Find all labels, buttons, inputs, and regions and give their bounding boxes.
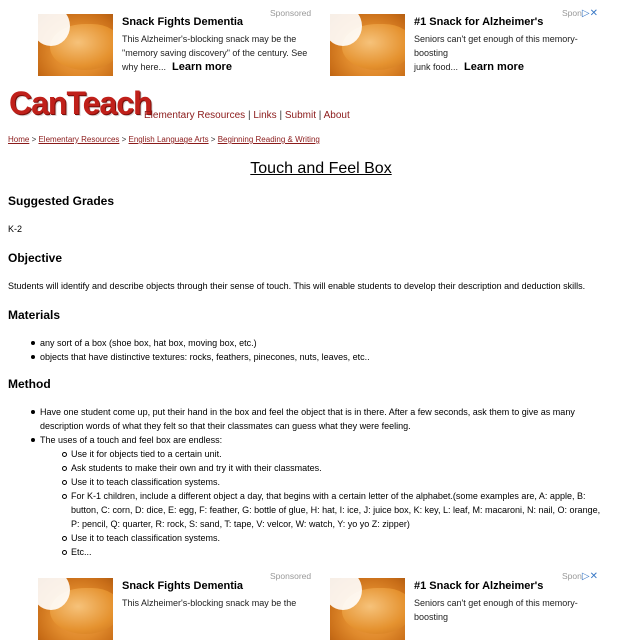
- materials-list: [40, 336, 370, 364]
- adchoices[interactable]: [562, 8, 598, 19]
- objective-heading: Objective: [8, 251, 63, 265]
- ad-body-line: This Alzheimer's-blocking snack may be the: [122, 598, 297, 608]
- page-title: Touch and Feel Box: [250, 160, 392, 177]
- ad-image[interactable]: [330, 578, 405, 640]
- method-list: [40, 405, 620, 447]
- adchoices-icon[interactable]: ▷: [581, 8, 590, 19]
- list-item-text: button, C: corn, D: dice, E: egg, F: feather, G: bottle of glue, H: hat, I: ice, J: juice box, K: key, L: leaf, M: macaroni, N: nail, O: orange,: [71, 505, 601, 515]
- list-item: objects that have distinctive textures: rocks, feathers, pinecones, nuts, leaves, etc..: [40, 352, 370, 362]
- nav-separator: |: [318, 110, 322, 121]
- learn-more-link[interactable]: Learn more: [464, 61, 524, 73]
- ad-body: [414, 32, 610, 74]
- ad-top-right[interactable]: [330, 14, 610, 80]
- ad-headline[interactable]: Snack Fights Dementia: [122, 580, 244, 592]
- breadcrumb-elementary-resources[interactable]: Elementary Resources: [38, 135, 120, 144]
- breadcrumb-beginning-reading-writing[interactable]: Beginning Reading & Writing: [217, 135, 320, 144]
- sponsored-label: Sponsored: [270, 8, 312, 18]
- nav-links[interactable]: Links: [253, 110, 277, 121]
- ad-headline[interactable]: #1 Snack for Alzheimer's: [414, 16, 544, 28]
- list-item: The uses of a touch and feel box are endless:: [40, 433, 620, 447]
- ad-body-line: junk food...: [414, 62, 459, 72]
- list-item: [71, 489, 626, 531]
- ad-image[interactable]: [38, 14, 113, 76]
- site-logo[interactable]: CanTeach: [9, 85, 152, 121]
- method-heading: Method: [8, 377, 51, 391]
- list-item: Use it for objects tied to a certain unit.: [71, 447, 626, 461]
- close-icon[interactable]: ✕: [589, 8, 598, 19]
- nav-about[interactable]: About: [323, 110, 350, 121]
- nav-elementary-resources[interactable]: Elementary Resources: [144, 110, 246, 121]
- uses-list: [71, 447, 626, 559]
- list-item: Use it to teach classification systems.: [71, 531, 626, 545]
- list-item-text: Have one student come up, put their hand in the box and feel the object that is in there. After a few seconds, ask them to give as many: [40, 407, 575, 417]
- ad-body: [122, 596, 296, 610]
- list-item: Use it to teach classification systems.: [71, 475, 626, 489]
- grades-value: K-2: [8, 224, 23, 234]
- sponsored-label: Spon: [562, 8, 582, 18]
- materials-heading: Materials: [8, 308, 61, 322]
- adchoices-icon[interactable]: ▷: [581, 571, 590, 582]
- ad-body-line: "memory saving discovery" of the century. See: [122, 48, 308, 58]
- ad-body: [122, 32, 307, 74]
- ad-bottom-left[interactable]: [38, 578, 308, 644]
- ad-headline[interactable]: #1 Snack for Alzheimer's: [414, 580, 544, 592]
- top-nav: [144, 110, 350, 121]
- ad-body-line: Seniors can't get enough of this memory-boosting: [414, 34, 578, 58]
- list-item: Ask students to make their own and try it with their classmates.: [71, 461, 626, 475]
- list-item-text: P: pencil, Q: quarter, R: rock, S: sand, T: tape, V: velcor, W: watch, Y: yo yo Z: zipper): [71, 519, 410, 529]
- sponsored-label: Spon: [562, 571, 582, 581]
- nav-separator: |: [279, 110, 283, 121]
- list-item: [40, 405, 620, 433]
- list-item: any sort of a box (shoe box, hat box, moving box, etc.): [40, 336, 370, 350]
- list-item-text: For K-1 children, include a different object a day, that begins with a certain letter of the alphabet.(some examples are, A: apple, B:: [71, 491, 586, 501]
- nav-submit[interactable]: Submit: [284, 110, 316, 121]
- close-icon[interactable]: ✕: [589, 571, 598, 582]
- ad-image[interactable]: [38, 578, 113, 640]
- ad-body-line: why here...: [122, 62, 167, 72]
- ad-body-line: Seniors can't get enough of this memory-boosting: [414, 598, 578, 622]
- ad-headline[interactable]: Snack Fights Dementia: [122, 16, 244, 28]
- breadcrumb-home[interactable]: Home: [8, 135, 30, 144]
- ad-top-left[interactable]: [38, 14, 308, 80]
- ad-bottom-right[interactable]: [330, 578, 610, 644]
- nav-separator: |: [247, 110, 251, 121]
- breadcrumb-english-language-arts[interactable]: English Language Arts: [128, 135, 209, 144]
- ad-body-line: This Alzheimer's-blocking snack may be the: [122, 34, 297, 44]
- ad-image[interactable]: [330, 14, 405, 76]
- sponsored-label: Sponsored: [270, 571, 312, 581]
- list-item: Etc...: [71, 545, 626, 559]
- learn-more-link[interactable]: Learn more: [172, 61, 232, 73]
- objective-text: Students will identify and describe objects through their sense of touch. This will enable students to develop their description and deduction skills.: [8, 281, 586, 291]
- grades-heading: Suggested Grades: [8, 194, 115, 208]
- breadcrumb: Home > Elementary Resources > English Language Arts > Beginning Reading & Writing: [8, 135, 320, 144]
- ad-body: [414, 596, 610, 624]
- list-item-text: description words of what they felt so that their classmates can guess what they were feeling.: [40, 421, 411, 431]
